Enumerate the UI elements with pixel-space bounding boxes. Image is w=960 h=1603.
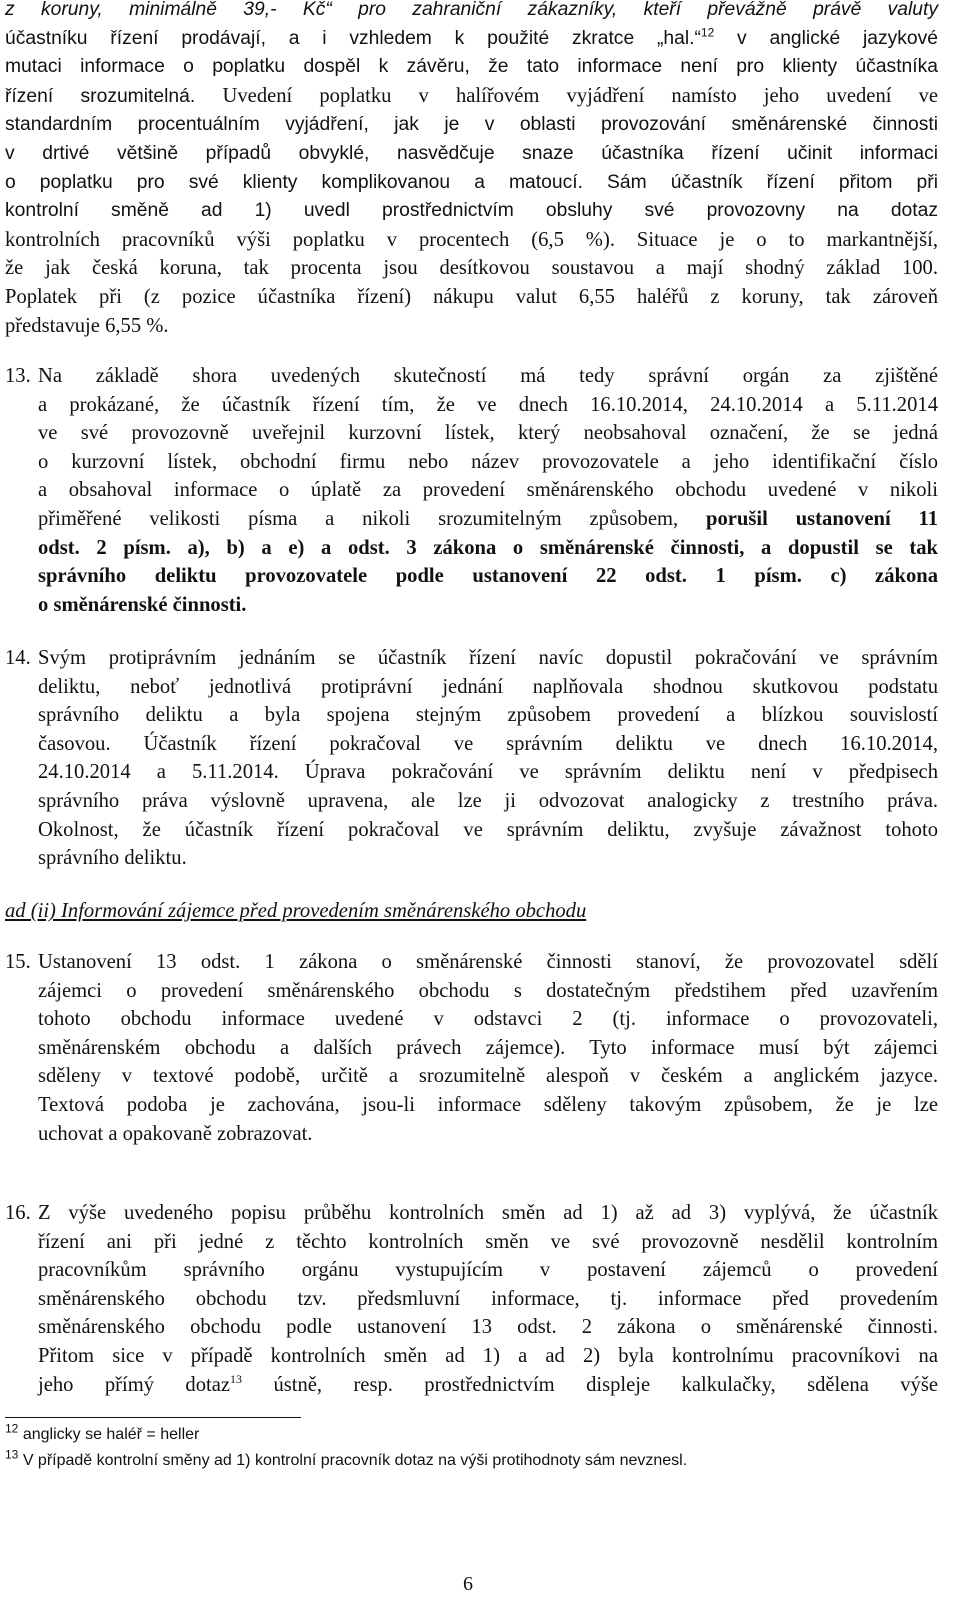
text-line: Přitom sice v případě kontrolních směn ad 1) a ad 2) byla kontrolnímu pracovníkovi na: [38, 1344, 938, 1367]
text-line: uchovat a opakovaně zobrazovat.: [38, 1122, 313, 1145]
text-line: správního deliktu provozovatele podle ustanovení 22 odst. 1 písm. c) zákona: [38, 565, 938, 588]
page-number: 6: [463, 1573, 473, 1595]
paragraph-number: 14.: [5, 647, 31, 669]
text-line: o kurzovní lístek, obchodní firmu nebo název provozovatele a jeho identifikační číslo: [38, 450, 938, 473]
text-line: že jak česká koruna, tak procenta jsou desítkovou soustavou a mají shodný základ 100.: [5, 257, 938, 280]
text-line: kontrolní směně ad 1) uvedl prostřednictvím obsluhy své provozovny na dotaz: [5, 200, 938, 222]
paragraph-number: 16.: [5, 1202, 31, 1224]
text-line: představuje 6,55 %.: [5, 314, 169, 337]
text-line: řízení srozumitelná. Uvedení poplatku v halířovém vyjádření namísto jeho uvedení ve: [5, 84, 939, 107]
text-line: časovou. Účastník řízení pokračoval ve správním deliktu ve dnech 16.10.2014,: [38, 732, 938, 755]
text-line: směnárenském obchodu a dalších právech zájemce). Tyto informace musí být zájemci: [38, 1036, 938, 1059]
footnote-ref-13[interactable]: 13: [230, 1371, 243, 1386]
text-line: Poplatek při (z pozice účastníka řízení) nákupu valut 6,55 haléřů z koruny, tak zároveň: [5, 285, 938, 308]
text-line: kontrolních pracovníků výši poplatku v procentech (6,5 %). Situace je o to markantnější,: [5, 228, 938, 251]
footnote-12: $^{12}$ anglicky se haléř = heller: [5, 1421, 200, 1443]
footnote-13: $^{13}$ V případě kontrolní směny ad 1) kontrolní pracovník dotaz na výši protihodnoty sám nevznesl.: [5, 1447, 688, 1469]
text-line: zájemci o provedení směnárenského obchodu s dostatečným předstihem před uzavřením: [38, 979, 938, 1002]
text-line: směnárenského obchodu podle ustanovení 13 odst. 2 zákona o směnárenské činnosti.: [38, 1316, 938, 1339]
text-line: jeho přímý dotaz$^{13}$ ústně, resp. prostřednictvím displeje kalkulačky, sdělena výše: [38, 1371, 938, 1396]
paragraph-15: [5, 948, 938, 1148]
text-line: řízení ani při jedné z těchto kontrolních směn ve své provozovně nesdělil kontrolním: [38, 1230, 938, 1253]
paragraph-number: 13.: [5, 365, 31, 387]
text-line: správního práva výslovně upravena, ale lze ji odvozovat analogicky z trestního práva.: [38, 789, 938, 812]
footnote-divider: [5, 1417, 301, 1418]
text-line: správního deliktu a byla spojena stejným způsobem provedení a blízkou souvislostí: [38, 704, 938, 727]
text-line: pracovníkům správního orgánu vystupujícím v postavení zájemců o provedení: [38, 1259, 938, 1282]
text-line: ve své provozovně uveřejnil kurzovní lístek, který neobsahoval označení, že se jedná: [38, 422, 938, 445]
paragraph-16: [5, 1199, 938, 1399]
text-line: směnárenského obchodu tzv. předsmluvní informace, tj. informace před provedením: [38, 1287, 938, 1310]
text-line: 24.10.2014 a 5.11.2014. Úprava pokračování ve správním deliktu není v předpisech: [38, 761, 938, 784]
text-line: deliktu, neboť jednotlivá protiprávní jednání naplňovala shodnou skutkovou podstatu: [38, 675, 938, 698]
text-line: a obsahoval informace o úplatě za provedení směnárenského obchodu uvedené v nikoli: [38, 479, 938, 502]
paragraph-13: [5, 362, 938, 619]
paragraph-12-continuation: [5, 0, 938, 340]
text-line: o poplatku pro své klienty komplikovanou a matoucí. Sám účastník řízení přitom při: [5, 171, 938, 193]
text-line: tohoto obchodu informace uvedené v odstavci 2 (tj. informace o provozovateli,: [38, 1008, 938, 1031]
paragraph-14: [5, 644, 938, 873]
section-heading: ad (ii) Informování zájemce před provedením směnárenského obchodu: [5, 900, 587, 922]
text-line: o směnárenské činnosti.: [38, 593, 247, 616]
text-line: v drtivé většině případů obvyklé, nasvědčuje snaze účastníka řízení učinit informaci: [5, 142, 938, 164]
text-line: Na základě shora uvedených skutečností má tedy správní orgán za zjištěné: [38, 365, 938, 387]
text-line: Okolnost, že účastník řízení pokračoval ve správním deliktu, zvyšuje závažnost tohoto: [38, 818, 938, 841]
text-line: sděleny v textové podobě, určitě a srozumitelně alespoň v českém a anglickém jazyce.: [38, 1065, 938, 1088]
text-line: odst. 2 písm. a), b) a e) a odst. 3 zákona o směnárenské činnosti, a dopustil se tak: [38, 536, 938, 559]
text-line: a prokázané, že účastník řízení tím, že ve dnech 16.10.2014, 24.10.2014 a 5.11.2014: [38, 393, 938, 416]
text-line: mutaci informace o poplatku dospěl k závěru, že tato informace není pro klienty účastníka: [5, 56, 938, 78]
text-line: správního deliktu.: [38, 847, 187, 870]
text-line: Svým protiprávním jednáním se účastník řízení navíc dopustil pokračování ve správním: [38, 647, 938, 669]
text-line: standardním procentuálním vyjádření, jak je v oblasti provozování směnárenské činnosti: [5, 114, 938, 136]
text-line: účastníku řízení prodávají, a i vzhledem k použité zkratce „hal.“$^{12}$ v anglické jazykové: [5, 25, 939, 49]
text-line: Z výše uvedeného popisu průběhu kontrolních směn ad 1) až ad 3) vyplývá, že účastník: [38, 1202, 938, 1224]
text-line: z koruny, minimálně 39,- Kč“ pro zahraniční zákazníky, kteří převážně právě valuty: [5, 0, 938, 20]
text-line: přiměřené velikosti písma a nikoli srozumitelným způsobem, porušil ustanovení 11: [38, 507, 938, 530]
paragraph-number: 15.: [5, 951, 31, 973]
text-line: Textová podoba je zachována, jsou-li informace sděleny takovým způsobem, že je lze: [38, 1093, 938, 1116]
footnote-ref-12[interactable]: 12: [700, 25, 715, 40]
text-line: Ustanovení 13 odst. 1 zákona o směnárenské činnosti stanoví, že provozovatel sdělí: [38, 951, 938, 973]
